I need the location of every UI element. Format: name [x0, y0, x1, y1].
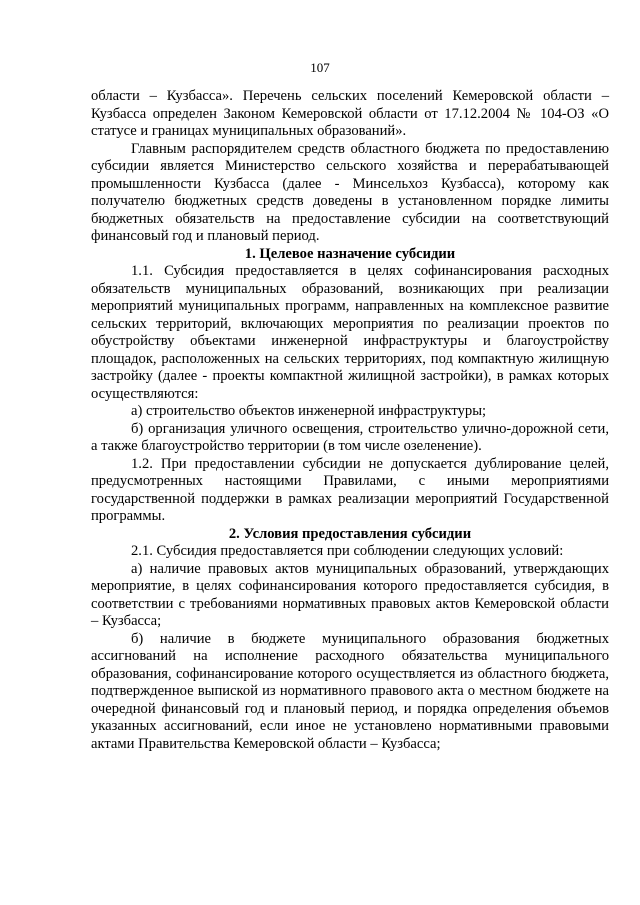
main-distributor-paragraph: Главным распорядителем средств областного бюджета по предоставлению субсидии является Министерство сельского хозяйства и перерабатывающей промышленности Кузбасса (далее - Минсельхоз Кузбасса), которому как получателю бюджетных средств доведены в установленном порядке лимиты бюджетных обязательств на предоставление субсидии на соответствующий финансовый год и плановый период.	[91, 140, 609, 244]
list-item-1-a: а) строительство объектов инженерной инфраструктуры;	[131, 403, 487, 419]
list-item-1-b: б) организация уличного освещения, строительство улично-дорожной сети, а также благоустройство территории (в том числе озеленение).	[91, 420, 609, 454]
paragraph-1-2: 1.2. При предоставлении субсидии не допускается дублирование целей, предусмотренных настоящими Правилами, с иными мероприятиями государственной поддержки в рамках реализации мероприятий Государственной программы.	[91, 455, 609, 524]
document-body	[91, 88, 609, 753]
paragraph-1-1: 1.1. Субсидия предоставляется в целях софинансирования расходных обязательств муниципальных образований, возникающих при реализации мероприятий муниципальных программ, направленных на комплексное развитие сельских территорий, включающих мероприятия по реализации проектов по обустройству объектами инженерной инфраструктуры и благоустройству площадок, расположенных на сельских территориях, под компактную жилищную застройку (далее - проекты компактной жилищной застройки), в рамках которых осуществляются:	[91, 263, 609, 402]
section-2-heading: 2. Условия предоставления субсидии	[228, 525, 472, 542]
list-item-2-b: б) наличие в бюджете муниципального образования бюджетных ассигнований на исполнение расходного обязательства муниципального образования, софинансирование которого осуществляется из областного бюджета, подтвержденное выпиской из нормативного правового акта о местном бюджете на очередной финансовый год и плановый период, и порядка определения объемов указанных ассигнований, если иное не установлено нормативными правовыми актами Правительства Кемеровской области – Кузбасса;	[91, 630, 609, 752]
section-1-heading: 1. Целевое назначение субсидии	[244, 245, 456, 262]
paragraph-2-1: 2.1. Субсидия предоставляется при соблюдении следующих условий:	[131, 543, 564, 559]
page-number: 107	[310, 60, 330, 75]
list-item-2-a: а) наличие правовых актов муниципальных образований, утверждающих мероприятие, в целях софинансирования которого предоставляется субсидия, в соответствии с требованиями нормативных правовых актов Кемеровской области – Кузбасса;	[91, 560, 609, 629]
intro-continuation-paragraph: области – Кузбасса». Перечень сельских поселений Кемеровской области – Кузбасса определен Законом Кемеровской области от 17.12.2004 № 104-ОЗ «О статусе и границах муниципальных образований».	[91, 88, 609, 139]
